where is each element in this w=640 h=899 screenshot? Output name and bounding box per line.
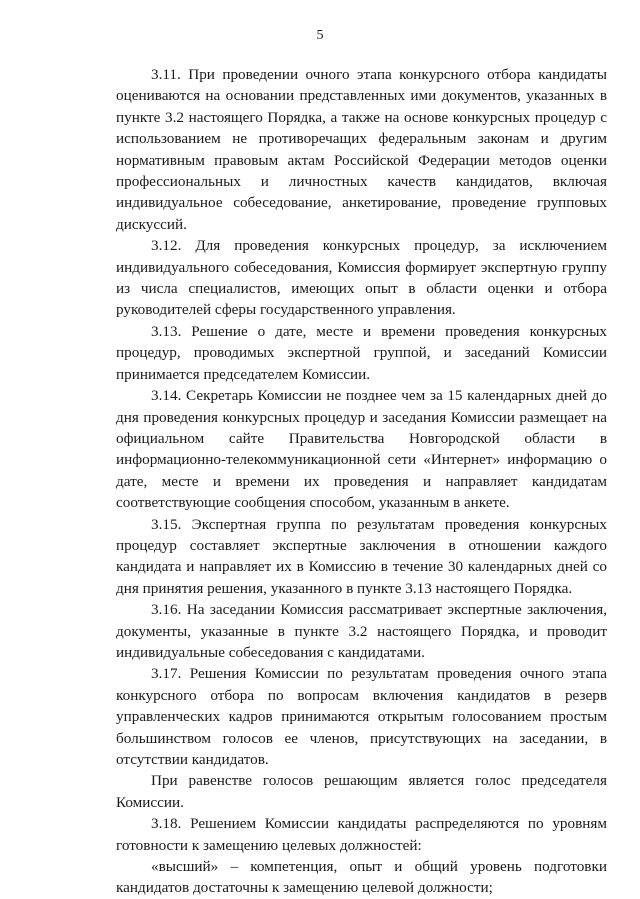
paragraph-3-12: 3.12. Для проведения конкурсных процедур, за исключением индивидуального собеседования, Комиссия формирует экспертную группу из числа специалистов, имеющих опыт в области оценки и отбора руководителей сферы государственного управления. <box>116 237 607 319</box>
paragraph-3-11: 3.11. При проведении очного этапа конкурсного отбора кандидаты оцениваются на основании представленных ими документов, указанных в пункте 3.2 настоящего Порядка, а также на основе конкурсных процедур с использованием не противоречащих федеральным законам и другим нормативным правовым актам Российской Федерации методов оценки профессиональных и личностных качеств кандидатов, включая индивидуальное собеседование, анкетирование, проведение групповых дискуссий. <box>116 66 607 233</box>
paragraph-3-14: 3.14. Секретарь Комиссии не позднее чем за 15 календарных дней до дня проведения конкурсных процедур и заседания Комиссии размещает на официальном сайте Правительства Новгородской области в информационно-телекоммуникационной сети «Интернет» информацию о дате, месте и времени их проведения и направляет кандидатам соответствующие сообщения способом, указанным в анкете. <box>116 387 607 512</box>
paragraph-level-highest: «высший» – компетенция, опыт и общий уровень подготовки кандидатов достаточны к замещению целевой должности; <box>116 858 607 897</box>
page-number: 5 <box>316 28 324 43</box>
paragraph-3-17: 3.17. Решения Комиссии по результатам проведения очного этапа конкурсного отбора по вопросам включения кандидатов в резерв управленческих кадров принимаются открытым голосованием простым большинством голосов ее членов, присутствующих на заседании, в отсутствии кандидатов. <box>116 665 607 768</box>
paragraph-3-17-tie-vote: При равенстве голосов решающим является голос председателя Комиссии. <box>116 772 607 811</box>
paragraph-3-13: 3.13. Решение о дате, месте и времени проведения конкурсных процедур, проводимых экспертной группой, и заседаний Комиссии принимается председателем Комиссии. <box>116 322 607 383</box>
document-body <box>116 64 607 899</box>
paragraph-3-16: 3.16. На заседании Комиссия рассматривает экспертные заключения, документы, указанные в пункте 3.2 настоящего Порядка, и проводит индивидуальные собеседования с кандидатами. <box>116 601 607 661</box>
paragraph-3-18: 3.18. Решением Комиссии кандидаты распределяются по уровням готовности к замещению целевых должностей: <box>116 815 607 854</box>
paragraph-3-15: 3.15. Экспертная группа по результатам проведения конкурсных процедур составляет экспертные заключения в отношении каждого кандидата и направляет их в Комиссию в течение 30 календарных дней со дня принятия решения, указанного в пункте 3.13 настоящего Порядка. <box>116 515 607 597</box>
